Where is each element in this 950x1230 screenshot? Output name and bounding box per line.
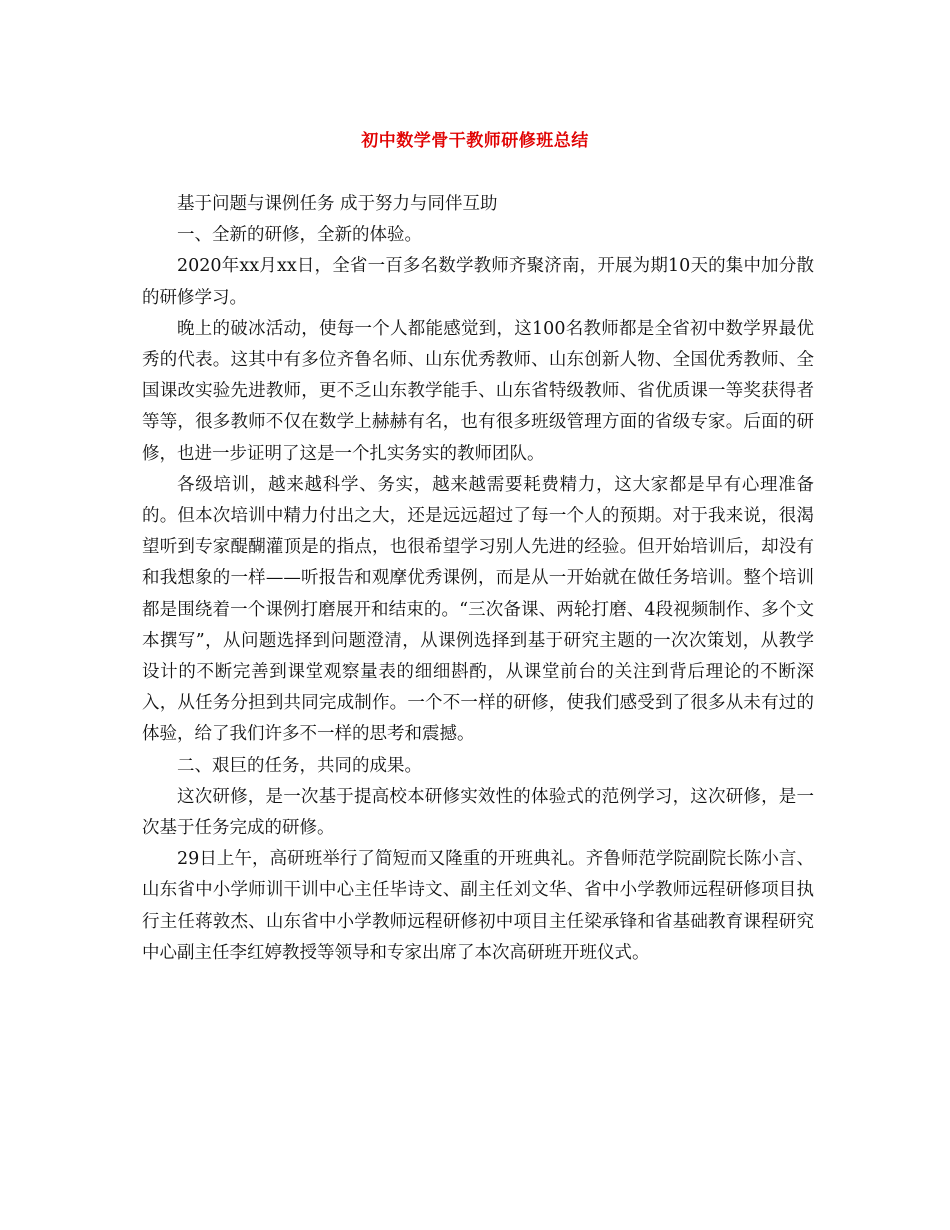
- document-body: [142, 189, 814, 969]
- section-heading-2: 二、艰巨的任务，共同的成果。: [177, 755, 422, 776]
- paragraph: 2020年xx月xx日，全省一百多名数学教师齐聚济南，开展为期10天的集中加分散的研修学习。: [142, 256, 814, 308]
- paragraph: 29日上午，高研班举行了简短而又隆重的开班典礼。齐鲁师范学院副院长陈小言、山东省中小学师训干训中心主任毕诗文、副主任刘文华、省中小学教师远程研修项目执行主任蒋敦杰、山东省中小学教师远程研修初中项目主任梁承锋和省基础教育课程研究中心副主任李红婷教授等领导和专家出席了本次高研班开班仪式。: [142, 849, 814, 963]
- paragraph: 各级培训，越来越科学、务实，越来越需要耗费精力，这大家都是早有心理准备的。但本次培训中精力付出之大，还是远远超过了每一个人的预期。对于我来说，很渴望听到专家醍醐灌顶是的指点，也很希望学习别人先进的经验。但开始培训后，却没有和我想象的一样——听报告和观摩优秀课例，而是从一开始就在做任务培训。整个培训都是围绕着一个课例打磨展开和结束的。“三次备课、两轮打磨、4段视频制作、多个文本撰写”，从问题选择到问题澄清，从课例选择到基于研究主题的一次次策划，从教学设计的不断完善到课堂观察量表的细细斟酌，从课堂前台的关注到背后理论的不断深入，从任务分担到共同完成制作。一个不一样的研修，使我们感受到了很多从未有过的体验，给了我们许多不一样的思考和震撼。: [142, 474, 814, 745]
- paragraph: 晚上的破冰活动，使每一个人都能感觉到，这100名教师都是全省初中数学界最优秀的代表。这其中有多位齐鲁名师、山东优秀教师、山东创新人物、全国优秀教师、全国课改实验先进教师，更不乏山东教学能手、山东省特级教师、省优质课一等奖获得者等等，很多教师不仅在数学上赫赫有名，也有很多班级管理方面的省级专家。后面的研修，也进一步证明了这是一个扎实务实的教师团队。: [142, 318, 814, 464]
- document-title: 初中数学骨干教师研修班总结: [361, 131, 589, 151]
- section-heading-1: 一、全新的研修，全新的体验。: [177, 225, 422, 246]
- paragraph: 这次研修，是一次基于提高校本研修实效性的体验式的范例学习，这次研修，是一次基于任务完成的研修。: [142, 786, 814, 839]
- paragraph-subtitle: 基于问题与课例任务 成于努力与同伴互助: [177, 194, 498, 214]
